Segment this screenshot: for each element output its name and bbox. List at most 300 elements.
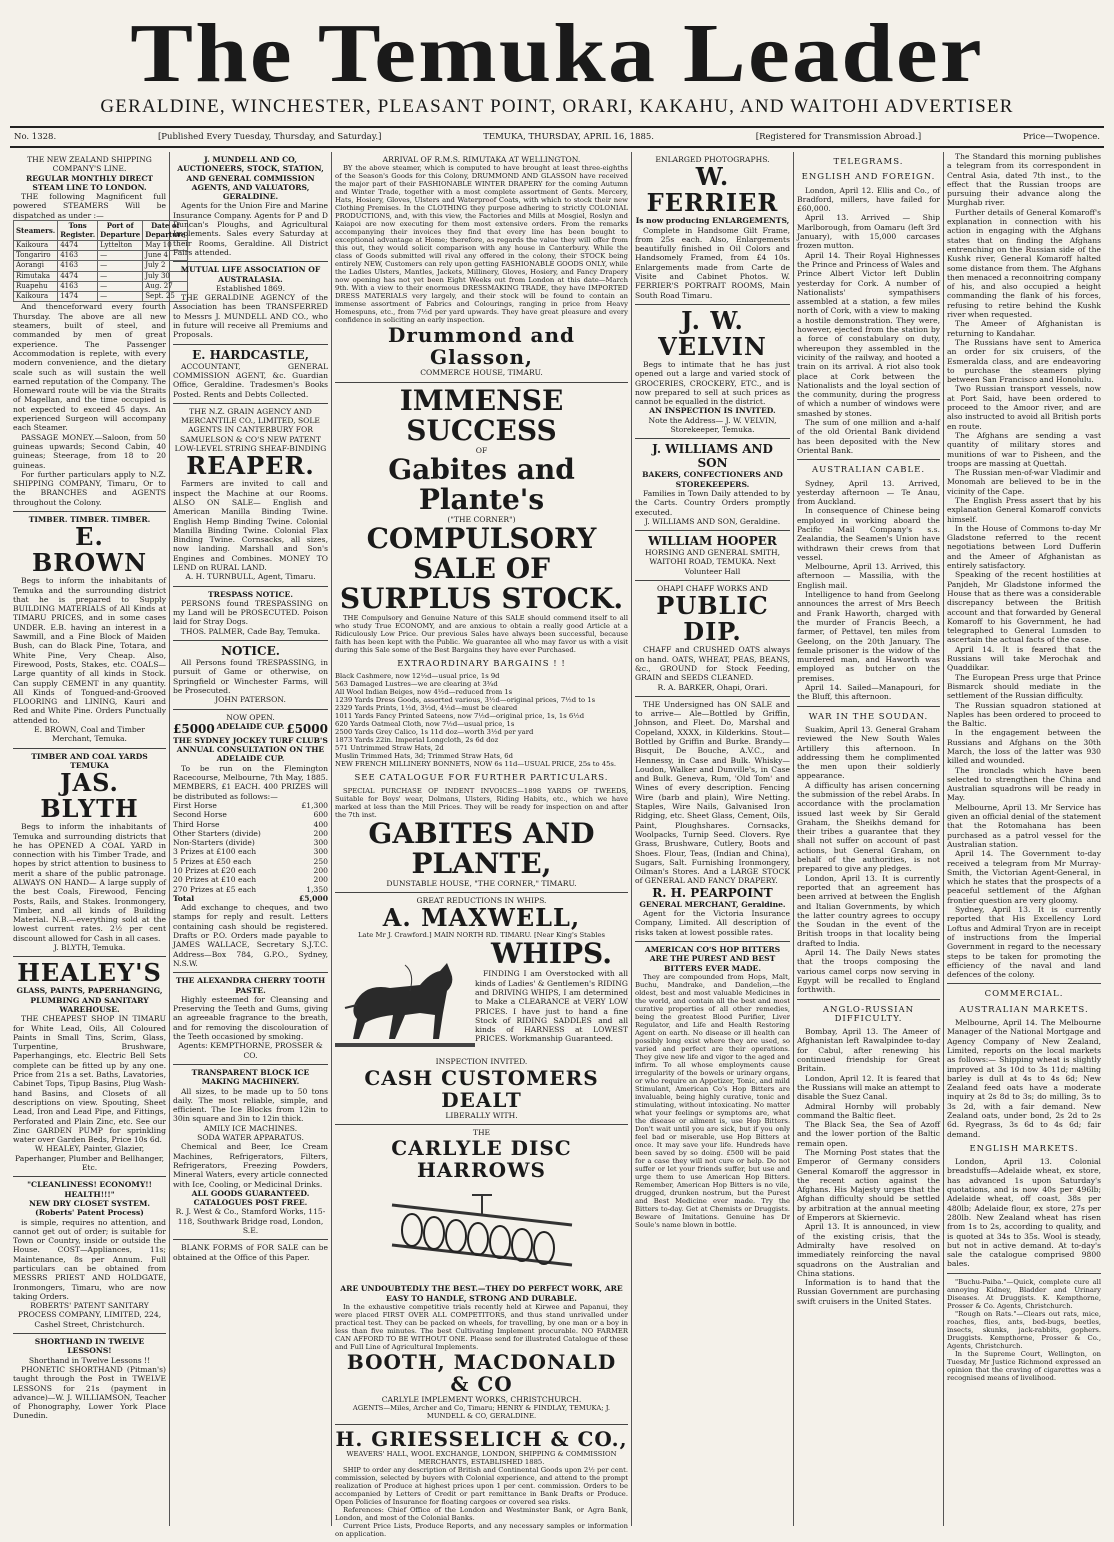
mutual-established: Established 1869. <box>215 283 286 293</box>
list-item <box>173 847 328 856</box>
carlyle-title: CARLYLE DISC HARROWS <box>391 1136 572 1183</box>
shipping-advert <box>13 152 186 512</box>
news-paragraph: The Afghans are sending a vast quantity of military stores and munitions of war to Pisheen, and the troops are massing at Quettah. <box>947 430 1101 468</box>
divider <box>797 706 940 707</box>
brown-text: Begs to inform the inhabitants of Temuka and the surrounding district that he is prepared to Supply BUILDING MATERIALS of All Kinds at TIMARU PRICES, and in some cases UNDER. E.B. having an interest in a Sawmill, and a Fine Block of Maiden Bush, can do Black Pine, Totara, and White Pine, Very Cheap. Also, Firewood, Posts, Stakes, etc. COALS—Large quantity of all kinds in Stock. Can supply CEMENT in any quantity. All Kinds of Tongued-and-Grooved FLOORING and LINING, Kauri and Red and White Pine. Orders Punctually attended to. <box>13 576 166 725</box>
shorthand-advert <box>13 1334 166 1425</box>
news-paragraph: Bombay, April 13. The Ameer of Afghanistan left Rawalpindee to-day for Cabul, after renewing his continued friendship for Great Britain. <box>797 1027 940 1074</box>
table-row <box>14 271 188 281</box>
griesselich-name: H. GRIESSELICH & CO., <box>335 1427 628 1452</box>
pearpoint-text: Agent for the Victoria Insurance Company, Limited. All description of risks taken at lowest possible rates. <box>635 909 790 937</box>
rough-on-rats-notice: "Rough on Rats."—Clears out rats, mice, roaches, flies, ants, bed-bugs, beetles, insects, skunks, jack-rabbits, gophers. Druggists. Kempthorne, Prosser & Co., Agents, Christchurch. <box>947 1309 1101 1350</box>
booth-agents: AGENTS—Miles, Archer and Co, Timaru; HENRY & FINDLAY, TEMUKA; J. MUNDELL & CO, GERALDINE. <box>352 1404 611 1421</box>
inspection-invited: INSPECTION INVITED. <box>435 1057 528 1067</box>
maxwell-name: A. MAXWELL, <box>382 903 581 933</box>
griesselich-text: SHIP to order any description of British and Continental Goods upon 2½ per cent. commission, selected by buyers with Colonial experience, and attend to the prompt realization of Produce at highest prices upon 1 per cent. commission. Orders to be accompanied by Letters of Credit or part remittance in Bank Drafts or Produce. Open Policies of Insurance for floating cargoes or covered sea risks. <box>335 1466 628 1507</box>
soda-text: Chemical and Beer, Ice Cream Machines, Refrigerators, Filters, Refrigerators, Freezing Powders, Mineral Waters, every article connected with Ice, Cooling, or Medicinal Drinks. <box>173 1142 328 1189</box>
notice-signature: JOHN PATERSON. <box>215 695 286 705</box>
list-item: 563 Damaged Lustres—we are clearing at 3¾d <box>335 680 498 689</box>
gabites-big: GABITES AND PLANTE, <box>368 816 595 880</box>
newspaper-title: The Temuka Leader <box>130 7 984 100</box>
velvin-text: Begs to intimate that he has just opened out a large and varied stock of GROCERIES, CROCKERY, ETC., and is now prepared to sell at such prices as cannot be equalled in the district. <box>635 359 790 407</box>
hop-heading: AMERICAN CO'S HOP BITTERS ARE THE PUREST AND BEST BITTERS EVER MADE. <box>644 944 781 973</box>
prize-total-value: £5,000 <box>298 893 328 903</box>
news-paragraph: Two Russian transport vessels, now at Port Said, have been ordered to proceed to the Amoor river, and are also instructed to avoid all British ports en route. <box>947 384 1101 431</box>
anglo-heading: ANGLO-RUSSIAN DIFFICULTY. <box>822 1004 915 1024</box>
shipping-heading: THE NEW ZEALAND SHIPPING COMPANY'S LINE. <box>27 155 152 174</box>
table-cell: — <box>98 281 143 291</box>
table-header-cell: Port of Departure <box>98 221 143 241</box>
table-cell: Kaikoura <box>14 240 58 250</box>
ohapi-text: CHAFF and CRUSHED OATS always on hand. OATS, WHEAT, PEAS, BEANS, &c., GROUND for Stock Feeding, GRAIN and SEEDS CLEANED. <box>635 645 790 683</box>
williams-text: Families in Town Daily attended to by the Carts. Country Orders promptly executed. <box>635 488 790 517</box>
arrival-heading: ARRIVAL OF R.M.S. RIMUTAKA AT WELLINGTON. <box>382 155 581 164</box>
family-ice-heading: AMILY ICE MACHINES. <box>203 1123 298 1133</box>
blyth-name: JAS. BLYTH <box>40 768 139 824</box>
cup-heading: THE SYDNEY JOCKEY TURF CLUB'S ANNUAL CONSULTATION ON THE ADELAIDE CUP. <box>173 735 328 764</box>
cup-name: ADELAIDE CUP. <box>216 721 285 731</box>
of-line: OF <box>475 445 488 455</box>
list-item <box>173 810 328 819</box>
whips-heading: GREAT REDUCTIONS IN WHIPS. <box>416 896 547 906</box>
blyth-text: Begs to inform the inhabitants of Temuka and surrounding districts that he has OPENED A COAL YARD in connection with his Timber Trade, and hopes by strict attention to business to merit a share of the public patronage. ALWAYS ON HAND— A large supply of the best Coals, Firewood, Fencing Posts, Rails, and Stakes. Ironmongery, Timber, and all kinds of Building Material. N.B.—everything sold at the lowest current rates. 2½ per cent discount allowed for Cash in all cases. <box>13 822 166 943</box>
ice-signature: R. J. West & Co., Stamford Works, 115-118, Southwark Bridge road, London, S.E. <box>175 1207 326 1235</box>
ohapi-signature: R. A. BARKER, Ohapi, Orari. <box>657 682 768 692</box>
cherry-text: Highly esteemed for Cleansing and Preserving the Teeth and Gums, giving an agreeable fragrance to the breath, and for removing the discolouration of the Teeth occasioned by smoking. <box>173 994 328 1042</box>
pearpoint-stock-list: THE Undersigned has ON SALE and to arrive— Ale—Bottled by Griffin, Johnson, and Fleet. Do, Marshal and Copeland, XXXX, in Kilderkins. Stout—Bottled by Griffin and Burke. Brandy—Bisquit, De Bouche, A.V.C., and Hennessy, in Case and Bulk. Whisky—Loudon, Walker and Dunville's, in Case and Bulk. Geneva, Rum, 'Old Tom' and Wines of every description. Fencing Wire (barb and plain), Wire Netting. Staples, Wire Nails, Galvanised Iron Ridging, etc. Sheet Glass, Cement, Oils, Paint, Ploughshares. Cornsacks, Woolpacks, Turnip Seed. Clovers. Rye Grass, Brushware, Cutlery, Boots and Shoes. Flour, Teas, (Indian and China), Sugars, Salt. Furnishing Ironmongery, Oilman's Stores. And a LARGE STOCK of GENERAL AND FANCY DRAPERY. <box>635 699 790 886</box>
column-3 <box>332 152 632 1539</box>
velvin-invited: AN INSPECTION IS INVITED. <box>649 406 776 416</box>
reaper-title: REAPER. <box>186 451 315 481</box>
list-item <box>173 829 328 838</box>
list-item: 571 Untrimmed Straw Hats, 2d <box>335 744 444 753</box>
table-cell: — <box>98 261 143 271</box>
williams-signature: J. WILLIAMS AND SON, Geraldine. <box>644 516 781 526</box>
news-paragraph: The Russian squadron stationed at Naples has been ordered to proceed to the Baltic. <box>947 700 1101 729</box>
trespass-heading: TRESPASS NOTICE. <box>208 589 293 599</box>
news-paragraph: The Russian men-of-war Vladimir and Monomah are believed to be in the vicinity of the Cape. <box>947 468 1101 496</box>
maxwell-body <box>335 939 628 1057</box>
news-paragraph: Further details of General Komaroff's explanation in connection with his action in engaging with the Afghans states that on finding the Afghans entrenching on the Russian side of the Kushk river, General Komaroff halted some distance from them. The Afghans then menaced a reconnoitring company of his, and also occupied a height commanding the flank of his forces, refusing to retire behind the Kushk river when requested. <box>947 207 1101 320</box>
news-paragraph: The Standard this morning publishes a telegram from its correspondent in Central Asia, dated 7th inst., to the effect that the Russian troops are pursuing their advance along the Murghab river. <box>947 152 1101 208</box>
prize-list <box>173 801 328 903</box>
registration-note: [Registered for Transmission Abroad.] <box>755 132 922 142</box>
cherry-agents: Agents: KEMPTHORNE, PROSSER & CO. <box>178 1041 323 1060</box>
trespass-advert <box>173 587 328 641</box>
brown-advert <box>13 512 166 749</box>
news-paragraph: In the House of Commons to-day Mr Gladstone referred to the recent negotiations between Lord Dufferin and the Ameer of Afghanistan as entirely satisfactory. <box>947 523 1101 571</box>
dateline <box>10 126 1104 148</box>
news-paragraph: London, April 13. It is currently reported that an agreement has been arrived at between the English and Italian Governments, by which the latter country agrees to occupy the Soudan in the event of the British troops in that locality being drafted to India. <box>797 873 940 948</box>
table-cell: 4163 <box>58 261 98 271</box>
ferrier-text: Complete in Handsome Gilt Frame, from 25s each. Also, Enlargements beautifully finished in Oil Colors and Handsomely Framed, from £4 10s. Enlargements made from Carte de Visite and Cabinet Photos. W. FERRIER'S PORTRAIT ROOMS, Main South Road Timaru. <box>635 225 790 300</box>
cup-banner <box>173 722 328 736</box>
list-item: 1873 Yards 22in. Imperial Longcloth, 2s 6d doz <box>335 736 499 745</box>
column-4 <box>632 152 794 1526</box>
table-row <box>14 281 188 291</box>
cup-footer: Add exchange to cheques, and two stamps for reply and result. Letters containing cash should be registered. Drafts or P.O. Orders made payable to JAMES WALLACE, Secretary S.J.T.C. Address—Box 784, G.P.O., Sydney, N.S.W. <box>173 903 328 968</box>
closet-text: is simple, requires no attention, and cannot get out of order; is suitable for Town or Country, inside or outside the House. COST—Appliances, 11s; Maintenance, 8s per Annum. Full particulars can be obtained from MESSRS PRIEST AND HOLDGATE, Ironmongers, Timaru, who are now taking Orders. <box>13 1217 166 1301</box>
griesselich-sub: WEAVERS' HALL, WOOL EXCHANGE, LONDON, SHIPPING & COMMISSION MERCHANTS, ESTABLISHED 1885. <box>346 1450 617 1467</box>
divider <box>947 983 1101 984</box>
publication-schedule: [Published Every Tuesday, Thursday, and Saturday.] <box>157 132 382 142</box>
issue-price: Price—Twopence. <box>1023 132 1100 142</box>
cup-amount-right: £5000 <box>286 721 328 736</box>
table-cell: Aug. 27 <box>143 281 188 291</box>
news-paragraph: Melbourne, April 13. Mr Service has given an official denial of the statement that the Rotomahana has been purchased as a patrol vessel for the Australian station. <box>947 802 1101 849</box>
table-cell: — <box>98 271 143 281</box>
ice-text: All sizes, to be made up to 50 tons daily. The most reliable, simple, and efficient. The Ice Blocks from 12in to 30in square and 3in to 12in thick. <box>173 1086 328 1124</box>
news-paragraph: The Morning Post states that the Emperor of Germany considers General Komaroff the aggressor in the recent action against the Afghans. His Majesty urges that the Afghan difficulty should be settled by arbitration at the annual meeting of Emperors at Skiernevic. <box>797 1147 940 1223</box>
dunstable-line: DUNSTABLE HOUSE, "THE CORNER," TIMARU. <box>386 878 577 888</box>
issue-date: TEMUKA, THURSDAY, APRIL 16, 1885. <box>483 132 655 142</box>
pearpoint-name: R. H. PEARPOINT <box>652 885 773 900</box>
adelaide-cup-advert <box>173 710 328 974</box>
soudan-heading: WAR IN THE SOUDAN. <box>808 711 929 722</box>
list-item <box>173 820 328 829</box>
table-cell: Ruapehu <box>14 281 58 291</box>
table-cell: 4474 <box>58 271 98 281</box>
pearpoint-sub: GENERAL MERCHANT, Geraldine. <box>639 899 786 909</box>
prize-label: Second Horse <box>173 810 227 820</box>
guaranteed-line: ALL GOODS GUARANTEED. <box>191 1188 310 1198</box>
mundell-heading: J. MUNDELL AND CO, AUCTIONEERS, STOCK, STATION, AND GENERAL COMMISSION AGENTS, AND VALUATORS, GERALDINE. <box>177 155 324 202</box>
table-cell: Kaikoura <box>14 292 58 302</box>
disc-harrow-illustration <box>372 1185 592 1280</box>
shipping-body: And thenceforward every fourth Thursday. The above are all new steamers, built of steel, and commanded by men of great experience. The Passenger Accommodation is replete, with every modern convenience, and the dietary scale such as will sustain the well earned reputation of the Company. The Homeward route will be via the Straits of Magellan, and the time occupied is not expected to exceed 45 days. An experienced Surgeon will accompany each Steamer. <box>13 302 166 433</box>
commercial-heading: COMMERCIAL. <box>984 989 1064 1000</box>
list-item: NEW FRENCH MILLINERY BONNETS, NOW 6s 11d—USUAL PRICE, 25s to 45s. <box>335 760 617 769</box>
aus-markets-text: Melbourne, April 14. The Melbourne Manager of the National Mortgage and Agency Company of New Zealand, Limited, reports on the local markets as follows:— Shipping wheat is slightly improved at 3s 10d to 3s 11d; malting barley is dull at 4s to 4s 6d; New Zealand feed oats have a moderate inquiry at 2s 8d to 3s; do milling, 3s to 3s 2d, with a fair demand. New Zealand oats, under bond, 2s 2d to 2s 6d. Ryegrass, 3s 6d to 4s 6d; fair demand. <box>947 1018 1101 1139</box>
prize-value: 300 <box>313 847 328 857</box>
trespass-signature: THOS. PALMER, Cade Bay, Temuka. <box>180 626 321 636</box>
news-paragraph: April 14. The Government to-day received a telegram from Mr Murray-Smith, the Victorian Agent-General, in which he states that the prospects of a peaceful settlement of the Afghan frontier question are very gloomy. <box>947 849 1101 905</box>
ferrier-advert <box>635 152 790 305</box>
soda-heading: SODA WATER APPARATUS. <box>197 1133 304 1143</box>
prize-value: 200 <box>313 866 328 875</box>
griesselich-advert <box>335 1425 628 1542</box>
shipping-subheading: REGULAR MONTHLY DIRECT STEAM LINE TO LONDON. <box>25 173 154 192</box>
buchu-notice: "Buchu-Paiba."—Quick, complete cure all annoying Kidney, Bladder and Urinary Diseases. At Druggists. K. Kempthorne, Prosser & Co. Agents, Christchurch. <box>947 1277 1101 1310</box>
aus-cable-heading: AUSTRALIAN CABLE. <box>811 465 926 476</box>
news-paragraph: Information is to hand that the Russian Government are purchasing swift cruisers in the United States. <box>797 1278 940 1306</box>
carlyle-text: In the exhaustive competitive trials recently held at Kirwee and Papanui, they were placed FIRST OVER ALL COMPETITORS, and thus stand unrivalled under practical test. They can be packed on wheels, for travelling, by one man or a boy in less than five minutes. The best Cultivating Implement procurable. NO FARMER CAN AFFORD TO BE WITHOUT ONE. Please send for illustrated Catalogue of these and Full Line of Agricultural Implements. <box>335 1302 628 1351</box>
shipping-intro: THE following Magnificent full powered STEAMERS Will be dispatched as under :— <box>13 192 166 220</box>
grain-heading: THE N.Z. GRAIN AGENCY AND MERCANTILE CO., LIMITED, SOLE AGENTS IN CANTERBURY FOR SAMUELSON & CO'S NEW PATENT LOW-LEVEL STRING SHEAF-BINDING <box>174 406 327 454</box>
blyth-signature: J. BLYTH, Temuka. <box>53 943 126 953</box>
table-cell: Tongariro <box>14 250 58 260</box>
trespass-text: PERSONS found TRESPASSING on my Land will be PROSECUTED. Poison laid for Stray Dogs. <box>173 598 328 627</box>
whips-text: FINDING I am Overstocked with all kinds of Ladies' & Gentlemen's RIDING and DRIVING WHIPS, I am determined to Make a CLEARANCE at VERY LOW PRICES. I have just to hand a fine Stock of RIDING SADDLES and all kinds of HARNESS at LOWEST PRICES. Workmanship Guaranteed. <box>475 969 628 1044</box>
sale-text: THE Compulsory and Genuine Nature of this SALE should commend itself to all who study True ECONOMY, and are anxious to obtain a really good Article at a Ridiculously Low Price. Our previous Sales have always been successful, because faith has been kept with the Public. We guarantee all who may favor us with a visit during this Sale some of the Best Bargains they have ever Purchased. <box>335 614 628 655</box>
blank-forms-notice <box>173 1240 328 1266</box>
news-paragraph: April 13. It is announced, in view of the existing crisis, that the Admiralty have resolved on immediately reinforcing the naval squadrons on the Australian and China stations. <box>797 1222 940 1278</box>
prize-total-label: Total <box>173 893 195 903</box>
healey-name: HEALEY'S <box>17 958 162 988</box>
table-cell: July 30 <box>143 271 188 281</box>
list-item: All Wool Indian Beiges, now 4½d—reduced from 1s <box>335 688 513 697</box>
news-paragraph: London, April 12. Ellis and Co., of Bradford, millers, have failed for £60,000. <box>797 185 940 214</box>
griesselich-price-lists: Current Price Lists, Produce Reports, and any necessary samples or information on application. <box>335 1522 628 1539</box>
velvin-signature: Note the Address— J. W. VELVIN, Storekeeper, Temuka. <box>648 415 777 435</box>
table-cell: — <box>98 250 143 260</box>
news-paragraph: Sydney, April 13. Arrived, yesterday afternoon — Te Anau, from Auckland. <box>797 478 940 507</box>
telegrams-heading: TELEGRAMS. <box>833 157 904 167</box>
maxwell-address: Late Mr J. Crawford.] MAIN NORTH RD. TIMARU. [Near King's Stables <box>358 931 605 940</box>
issue-number: No. 1328. <box>14 132 57 142</box>
columns <box>10 152 1104 1539</box>
column-6 <box>944 152 1104 1526</box>
pearpoint-advert <box>635 697 790 942</box>
prize-value: 300 <box>313 838 328 848</box>
prize-value: £1,300 <box>301 800 328 810</box>
williams-sub: BAKERS, CONFECTIONERS AND STOREKEEPERS. <box>642 470 783 489</box>
williams-advert <box>635 439 790 531</box>
healey-text: THE CHEAPEST SHOP IN TIMARU for White Lead, Oils, All Coloured Paints in Small Tins, Scrim, Glass, Turpentine, Brushware, Paperhangings, etc. Electric Bell Sets complete can be fitted up by any one. Price from 21s a set. Baths, Lavatories, Cabinet Tops, Tipup Basins, Plug Wash-hand Basins, and Closets of all descriptions on view. Spouting, Sheet Lead, Iron and Lead Pipe, and Fittings, Perforated and Plain Zinc, etc. See our Zinc GARDEN PUMP for sprinkling water over Garden Beds, Price 10s 6d. <box>13 1014 166 1145</box>
news-paragraph: Melbourne, April 13. Arrived, this afternoon — Massilia, with the English mail. <box>797 562 940 590</box>
news-paragraph: Suakim, April 13. General Graham reviewed the New South Wales Artillery this afternoon. In addressing them he complimented the men upon their soldierly appearance. <box>797 724 940 781</box>
hooper-text: HORSING AND GENERAL SMITH, WAITOHI ROAD, TEMUKA. Next Volunteer Hall <box>644 548 781 576</box>
hardcastle-advert <box>173 345 328 404</box>
carlyle-claim: ARE UNDOUBTEDLY THE BEST.—THEY DO PERFECT WORK, ARE EASY TO HANDLE, STRONG AND DURABLE. <box>340 1284 623 1303</box>
public-dip-title: PUBLIC DIP. <box>656 591 769 647</box>
healey-advert <box>13 957 166 1177</box>
table-cell: Sept. 25 <box>143 292 188 302</box>
news-paragraph: Sydney, April 13. It is currently reported that His Excellency Lord Loftus and Admiral Tryon are in receipt of instructions from the Imperial Government in regard to the necessary steps to be taken for promoting the efficiency of the naval and land defences of the colony. <box>947 905 1101 980</box>
divider <box>797 999 940 1000</box>
eng-markets-text: London, April 13. Colonial breadstuffs—Adelaide wheat, ex store, has advanced 1s upon Saturday's quotations, and is now 40s per 496lb; Adelaide wheat, off coast, 38s per 480lb; Adelaide flour, ex store, 27s per 280lb. New Zealand wheat has risen from 1s to 2s, according to quality, and is quoted at 34s to 35s. Wool is steady, but not in active demand. At to-day's sale the catalogue comprised 9800 bales. <box>947 1157 1101 1269</box>
grain-signature: A. H. TURNBULL, Agent, Timaru. <box>185 572 316 582</box>
ohapi-advert <box>635 581 790 697</box>
cherry-paste-advert <box>173 973 328 1065</box>
catalogue-line: CATALOGUES POST FREE. <box>193 1198 308 1208</box>
mutual-text: THE GERALDINE AGENCY of the Association has been TRANSFERRED to Messrs J. MUNDELL AND CO., who in future will receive all Premiums and Proposals. <box>173 293 328 340</box>
news-paragraph: In consequence of Chinese being employed in working aboard the Pacific Mail Company's s.s. Zealandia, the Seamen's Union have withdrawn their crews from that vessel. <box>797 506 940 562</box>
mundell-text: Agents for the Union Fire and Marine Insurance Company. Agents for P and D Duncan's Ploughs, and Agricultural Implements. Sales every Saturday at their Rooms, Geraldine. All District Fairs attended. <box>173 201 328 257</box>
yards-heading: TIMBER AND COAL YARDS TEMUKA <box>31 751 148 770</box>
immense-success: IMMENSE SUCCESS <box>399 383 564 447</box>
list-item: Black Cashmere, now 12½d—usual price, 1s 9d <box>335 672 500 681</box>
list-item: 2329 Yards Prints, 1½d, 3½d, 4½d—must be cleared <box>335 704 518 713</box>
news-paragraph: The Black Sea, the Sea of Azoff and the lower portion of the Baltic remain open. <box>797 1120 940 1148</box>
news-paragraph: In the engagement between the Russians and Afghans on the 30th March, the loss of the latter was 930 killed and wounded. <box>947 728 1101 766</box>
masthead <box>10 8 1104 116</box>
list-item: 1011 Yards Fancy Printed Sateens, now 7½d—original price, 1s, 1s 6½d <box>335 712 585 721</box>
ferrier-sub: Is now producing ENLARGEMENTS, <box>635 216 790 226</box>
eng-markets-heading: ENGLISH MARKETS. <box>969 1143 1079 1154</box>
news-paragraph: Speaking of the recent hostilities at Panjdeh, Mr Gladstone informed the House that as there was a considerable discrepancy between the British account and that forwarded by General Komaroff to his Government, he had telegraphed to General Lumsden to ascertain the actual facts of the case. <box>947 570 1101 645</box>
horse-illustration <box>335 943 475 1053</box>
grain-text: Farmers are invited to call and inspect the Machine at our Rooms. ALSO ON SALE— English and American Manilla Binding Twine. English Hemp Binding Twine. Colonial Manilla Binding Twine. Colonial Flax Binding Twine. Cornsacks, all sizes, now landing. Marshall and Son's Engines and Combines. MONEY TO LEND on RURAL LAND. <box>173 479 328 572</box>
indent-text: SPECIAL PURCHASE OF INDENT INVOICES—1898 YARDS OF TWEEDS, Suitable for Boys' wear, Dolmans, Ulsters, Riding Habits, etc., which we have marked at less than the Mill Prices. They will be ready for inspection on and after the 7th inst. <box>335 786 628 819</box>
shipping-agents: For further particulars apply to N.Z. SHIPPING COMPANY, Timaru, Or to the BRANCHES and AGENTS throughout the Colony. <box>13 469 166 507</box>
prize-value: 250 <box>313 856 328 866</box>
column-2 <box>170 152 332 1526</box>
table-cell: June 4 <box>143 250 188 260</box>
cleanliness-slogan: "CLEANLINESS! ECONOMY!! HEALTH!!!" <box>27 1180 152 1199</box>
prize-value: 200 <box>313 875 328 885</box>
hop-bitters-advert <box>635 942 790 1233</box>
carlyle-advert <box>335 1125 628 1425</box>
prize-label: Non-Starters (divide) <box>173 838 255 848</box>
compulsory-sale: COMPULSORY SALE OF SURPLUS STOCK. <box>339 522 624 616</box>
list-item <box>173 866 328 875</box>
maxwell-advert <box>335 893 628 1125</box>
griesselich-references: References: Chief Office of the London and Westminster Bank, or Agra Bank, London, and most of the Colonial Banks. <box>335 1506 628 1523</box>
hardcastle-name: E. HARDCASTLE, <box>192 347 309 362</box>
table-row <box>14 292 188 302</box>
table-header-cell: Steamers. <box>14 221 58 241</box>
list-item: 1239 Yards Dress Goods, assorted various, 3½d—original prices, 7½d to 1s <box>335 696 596 705</box>
table-row <box>14 250 188 260</box>
ferrier-name: W. FERRIER <box>646 162 779 218</box>
notice-heading: NOTICE. <box>221 644 280 659</box>
divider <box>797 459 940 460</box>
table-header-cell: Tons Register. <box>58 221 98 241</box>
passage-money: PASSAGE MONEY.—Saloon, from 50 guineas upwards; Second Cabin, 40 guineas; Steerage, from 18 to 20 guineas. <box>13 432 166 470</box>
prize-label: First Horse <box>173 800 217 810</box>
prize-label: 5 Prizes at £50 each <box>173 856 252 866</box>
prize-total <box>173 894 328 903</box>
news-paragraph: Admiral Hornby will probably command the Baltic fleet. <box>797 1101 940 1120</box>
whips-title: WHIPS. <box>490 937 613 971</box>
table-row <box>14 240 188 250</box>
divider <box>947 1273 1101 1274</box>
booth-name: BOOTH, MACDONALD & CO <box>346 1349 617 1396</box>
closet-advert <box>13 1177 166 1334</box>
news-paragraph: The Ameer of Afghanistan is returning to Kandahar. <box>947 319 1101 338</box>
brown-signature: E. BROWN, Coal and Timber Merchant, Temuka. <box>34 725 145 744</box>
table-cell: — <box>98 292 143 302</box>
list-item <box>173 875 328 884</box>
news-paragraph: London, April 12. It is feared that the Russians will make an attempt to disable the Suez Canal. <box>797 1073 940 1102</box>
mundell-advert <box>173 152 328 262</box>
drummond-advert <box>335 152 628 383</box>
hardcastle-text: ACCOUNTANT, GENERAL COMMISSION AGENT, &c. Guardian Office, Geraldine. Tradesmen's Books Posted. Rents and Debts Collected. <box>173 361 328 399</box>
list-item <box>173 801 328 810</box>
news-paragraph: The European Press urge that Prince Bismarck should mediate in the settlement of the Russian difficulty. <box>947 672 1101 701</box>
news-paragraph: The English Press assert that by his explanation General Komaroff convicts himself. <box>947 495 1101 524</box>
table-row <box>14 261 188 271</box>
hooper-advert <box>635 531 790 581</box>
list-item: 2500 Yards Grey Calico, 1s 11d doz—worth 3½d per yard <box>335 728 534 737</box>
list-item <box>173 838 328 847</box>
prize-label: Other Starters (divide) <box>173 828 261 838</box>
cherry-heading: THE ALEXANDRA CHERRY TOOTH PASTE. <box>175 976 326 995</box>
table-cell: Lyttelton <box>98 240 143 250</box>
mutual-heading: MUTUAL LIFE ASSOCIATION OF AUSTRALASIA. <box>180 265 321 284</box>
table-cell: 4163 <box>58 281 98 291</box>
table-cell: 4474 <box>58 240 98 250</box>
prize-value: 200 <box>313 828 328 838</box>
eng-foreign-heading: ENGLISH AND FOREIGN. <box>801 172 936 183</box>
table-cell: May 10 <box>143 240 188 250</box>
prize-value: 600 <box>313 810 328 820</box>
liberally-line: LIBERALLY WITH. <box>445 1110 518 1120</box>
cup-text: To be run on the Flemington Racecourse, Melbourne, 7th May, 1885. MEMBERS, £1 EACH. 400 PRIZES will be distributed as follows:— <box>173 763 328 801</box>
news-paragraph: Intelligence to hand from Geelong announces the arrest of Mrs Beech and Frank Haworth, charged with the murder of Francis Beech, a farmer, of Pettavel, ten miles from Geelong, on the 20th January. The female prisoner is the widow of the murdered man, and Haworth was employed as butcher on the premises. <box>797 590 940 683</box>
prize-label: 3 Prizes at £100 each <box>173 847 257 857</box>
arrival-text: BY the above steamer, which is computed to have brought at least three-eighths of the Season's Goods for this Colony, DRUMMOND AND GLASSON have received the major part of their FASHIONABLE WINTER DRAPERY for the coming Autumn and Winter Trade, together with a most complete assortment of Gents. Mercery, Hats, Hosiery, Gloves, Ulsters and Waterproof Coats, with which to stock their new Clothing Premises. In the CLOTHING they purpose adhering to strictly COLONIAL PRODUCTIONS, and, with this view, the Factories and Mills at Mosgiel, Roslyn and Kaiapoi are now executing for them most extensive orders. From the remarks accompanying their invoices they find that every line has been bought to exceptional advantage at Home; therefore, as regards the value they will offer from this out, they would solicit comparison with any house in Canterbury. While the class of Goods submitted will rival any offered in the colony, their STOCK being entirely NEW, Customers can rely upon getting FASHIONABLE GOODS ONLY, while the Ladies Ulsters, Mantles, Jackets, Millinery, Gloves, Hosiery, and Fancy Drapery now opening has not yet been Eight Weeks out from London at this date—March 9th. With a view to their enormous DRESSMAKING TRADE, they have IMPORTED DRESS MATERIALS very largely, and their stock will be found to contain an immense assortment of Fabrics and Colourings, ranging in price from Heavy Homespuns, etc., from 7½d per yard upwards. They have great pleasure and every confidence in soliciting an early inspection. <box>335 164 628 325</box>
table-cell: Aorangi <box>14 261 58 271</box>
table-cell: Rimutaka <box>14 271 58 281</box>
news-paragraph: The Russians have sent to America an order for six cruisers, of the Esmeralda class, and are endeavoring to purchase the steamers plying between San Francisco and Honolulu. <box>947 337 1101 385</box>
list-item: Muslin Trimmed Hats, 3d; Trimmed Straw Hats, 6d <box>335 752 513 761</box>
list-item <box>173 885 328 894</box>
velvin-advert <box>635 305 790 439</box>
news-paragraph: April 14. Sailed—Manapouri, for the Bluff, this afternoon. <box>797 683 940 702</box>
ice-machinery-advert <box>173 1065 328 1240</box>
column-5 <box>794 152 944 1526</box>
cup-amount-left: £5000 <box>173 721 215 736</box>
corner-line: ("THE CORNER") <box>447 514 516 524</box>
catalogue-line: SEE CATALOGUE FOR FURTHER PARTICULARS. <box>354 773 609 784</box>
cash-customers: CASH CUSTOMERS DEALT <box>364 1065 599 1112</box>
aus-markets-heading: AUSTRALIAN MARKETS. <box>959 1004 1089 1015</box>
bargains-heading: EXTRAORDINARY BARGAINS ! ! <box>397 659 566 670</box>
closet-signature: ROBERTS' PATENT SANITARY PROCESS COMPANY, LIMITED, 224, Cashel Street, Christchurch. <box>17 1301 162 1329</box>
williams-name: J. WILLIAMS AND SON <box>652 442 773 471</box>
cup-open: NOW OPEN. <box>226 712 275 722</box>
ice-heading: TRANSPARENT BLOCK ICE MAKING MACHINERY. <box>191 1067 310 1087</box>
shorthand-sub: Shorthand in Twelve Lessons !! <box>28 1355 151 1365</box>
drummond-address: COMMERCE HOUSE, TIMARU. <box>420 368 543 378</box>
booth-sub: CARLYLE IMPLEMENT WORKS, CHRISTCHURCH. <box>381 1394 582 1404</box>
table-cell: July 2 <box>143 261 188 271</box>
photo-heading: ENLARGED PHOTOGRAPHS. <box>655 155 770 164</box>
brown-name: E. BROWN <box>31 522 148 578</box>
notice-text: All Persons found TRESPASSING, in pursuit of Game or otherwise, on Springfield or Winchester Farms, will be Prosecuted. <box>173 658 328 695</box>
newspaper-subtitle: GERALDINE, WINCHESTER, PLEASANT POINT, ORARI, KAKAHU, AND WAITOHI ADVERTISER <box>100 96 1014 117</box>
healey-signature: W. HEALEY, Painter, Glazier, Paperhanger, Plumber and Bellhanger, Etc. <box>14 1144 165 1173</box>
blyth-advert <box>13 749 166 958</box>
supreme-court-notice: In the Supreme Court, Wellington, on Tuesday, Mr Justice Richmond expressed an opinion that the craving of cigarettes was a recognised means of livelihood. <box>947 1349 1101 1382</box>
news-paragraph: The sum of one million and a-half of the old Oriental Bank dividend has been deposited with the New Oriental Bank. <box>797 418 940 455</box>
news-paragraph: The ironclads which have been selected to strengthen the China and Australian squadrons will be ready in May. <box>947 765 1101 803</box>
hop-text: They are compounded from Hops, Malt, Buchu, Mandrake, and Dandelion,—the oldest, best and most valuable Medicines in the world, and contain all the best and most curative properties of all other remedies, being the greatest Blood Purifier, Liver Regulator, and Life and Health Restoring Agent on earth. No disease or ill health can possibly long exist where they are used, so varied and perfect are their operations. They give new life and vigor to the aged and infirm. To all whose employments cause irregularity of the bowels or urinary organs, or who require an Appetizer, Tonic, and mild Stimulant, American Co's Hop Bitters are invaluable, being highly curative, tonic and stimulating, without intoxicating. No matter what your feelings or symptoms are, what the disease or ailment is, use Hop Bitters. Don't wait until you are sick, but if you only feel bad or miserable, use Hop Bitters at once. It may save your life. Hundreds have been saved by so doing. £500 will be paid for a case they will not cure or help. Do not suffer or let your friends suffer, but use and urge them to use American Hop Bitters. Remember, American Hop Bitters is no vile, drugged, drunken nostrum, but the Purest and Best Medicine ever made. Try the Bitters to-day. Get at Chemists or Druggists. Beware of Imitations. Genuine has Dr Soule's name blown in bottle. <box>635 972 790 1229</box>
news-paragraph: April 13. Arrived — Ship Marlborough, from Oamaru (left 3rd January), with 15,000 carcases frozen mutton. <box>797 213 940 251</box>
prize-label: 270 Prizes at £5 each <box>173 884 257 894</box>
blank-forms-text: BLANK FORMS of FOR SALE can be obtained at the Office of this Paper. <box>173 1243 328 1262</box>
hooper-name: WILLIAM HOOPER <box>648 534 777 549</box>
news-paragraph: April 14. The Daily News states that the troops composing the various camel corps now serving in Egypt will be recalled to England forthwith. <box>797 948 940 995</box>
notice-advert <box>173 641 328 709</box>
timber-banner: TIMBER. TIMBER. TIMBER. <box>28 514 151 524</box>
news-paragraph: April 14. It is feared that the Russians will take Merochak and Quaddikar. <box>947 644 1101 673</box>
drummond-name: Drummond and Glasson, <box>387 323 576 370</box>
prize-value: 400 <box>313 819 328 829</box>
list-item: 620 Yards Oatmeal Cloth, now 7½d—usual price, 1s <box>335 720 515 729</box>
mutual-life-advert <box>173 262 328 344</box>
closet-heading: NEW DRY CLOSET SYSTEM. (Roberts' Patent Process) <box>28 1198 151 1218</box>
healey-sub: GLASS, PAINTS, PAPERHANGING, PLUMBING AND SANITARY WAREHOUSE. <box>16 986 163 1014</box>
prize-value: 1,350 <box>306 884 328 894</box>
grain-agency-advert <box>173 404 328 587</box>
steamer-table <box>13 220 188 302</box>
gabites-title: Gabites and Plante's <box>388 452 575 516</box>
news-paragraph: A difficulty has arisen concerning the submission of the rebel Arabs. In accordance with the proclamation issued last week by Sir Gerald Graham, the Sheikhs demand for their tribes a guarantee that they shall not suffer on account of past actions, but General Graham, on behalf of the authorities, is not prepared to give any pledges. <box>797 780 940 874</box>
ohapi-heading: OHAPI CHAFF WORKS AND <box>657 584 768 594</box>
shorthand-text: PHONETIC SHORTHAND (Pitman's) taught through the Post in TWELVE LESSONS for 21s (payment in advance)—W. J. WILLIAMSON, Teacher of Phonography, Lower York Place Dunedin. <box>13 1364 166 1421</box>
velvin-name: J. W. VELVIN <box>658 305 767 361</box>
news-paragraph: April 14. Their Royal Highnesses the Prince and Princess of Wales and Prince Albert Victor left Dublin yesterday for Cork. A number of Nationalists' sympathisers assembled at a station, a few miles north of Cork, with a view to making a hostile demonstration. They were, however, ejected from the station by a force of constabulary on duty, whereupon they assembled in the vicinity of the railway, and hooted a train on its arrival. A riot also took place at Cork between the Nationalists and the loyal section of the community, during the progress of which a number of windows were smashed by stones. <box>797 250 940 418</box>
prize-label: Third Horse <box>173 819 220 829</box>
steamer-table-header <box>14 221 188 241</box>
bargain-list <box>335 672 628 768</box>
prize-label: 20 Prizes at £10 each <box>173 875 257 885</box>
the-line: THE <box>472 1127 491 1137</box>
table-cell: 4163 <box>58 250 98 260</box>
